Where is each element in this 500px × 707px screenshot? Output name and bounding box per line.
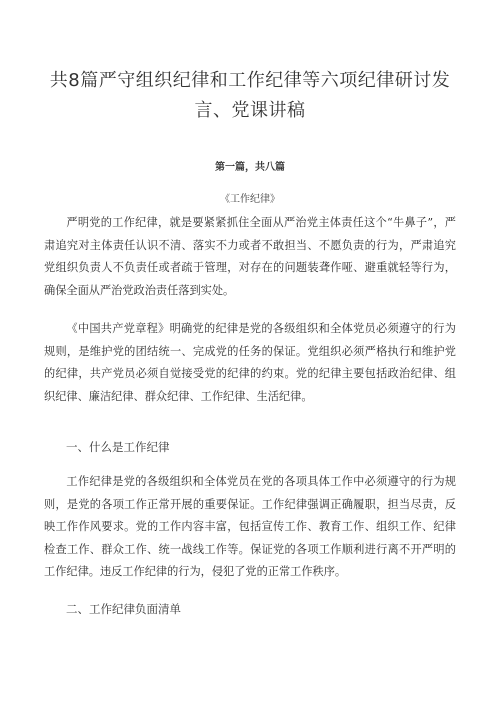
part-label: 第一篇，共八篇	[215, 162, 285, 173]
topic-label: 《工作纪律》	[220, 194, 280, 205]
intro-paragraph-2: 《中国共产党章程》明确党的纪律是党的各级组织和全体党员必须遵守的行为规则，是维护党的团结统一、完成党的任务的保证。党组织必须严格执行和维护党的纪律，共产党员必须自觉接受党的纪律的约束。党的纪律主要包括政治纪律、组织纪律、廉洁纪律、群众纪律、工作纪律、生活纪律。	[44, 322, 456, 403]
section-heading-1: 一、什么是工作纪律	[66, 440, 170, 454]
document-title-line-1: 共8篇严守组织纪律和工作纪律等六项纪律研讨发	[49, 70, 451, 91]
intro-paragraph-1: 严明党的工作纪律，就是要紧紧抓住全面从严治党主体责任这个“牛鼻子”，严肃追究对主体责任认识不清、落实不力或者不敢担当、不愿负责的行为，严肃追究党组织负责人不负责任或者疏于管理，对存在的问题装聋作哑、避重就轻等行为，确保全面从严治党政治责任落到实处。	[44, 216, 456, 297]
document-title-line-2: 言、党课讲稿	[194, 100, 306, 121]
section-heading-2: 二、工作纪律负面清单	[66, 602, 181, 616]
section-1-paragraph: 工作纪律是党的各级组织和全体党员在党的各项具体工作中必须遵守的行为规则，是党的各项工作正常开展的重要保证。工作纪律强调正确履职，担当尽责，反映工作作风要求。党的工作内容丰富，包括宣传工作、教育工作、组织工作、纪律检查工作、群众工作、统一战线工作等。保证党的各项工作顺利进行离不开严明的工作纪律。违反工作纪律的行为，侵犯了党的正常工作秩序。	[44, 475, 456, 578]
